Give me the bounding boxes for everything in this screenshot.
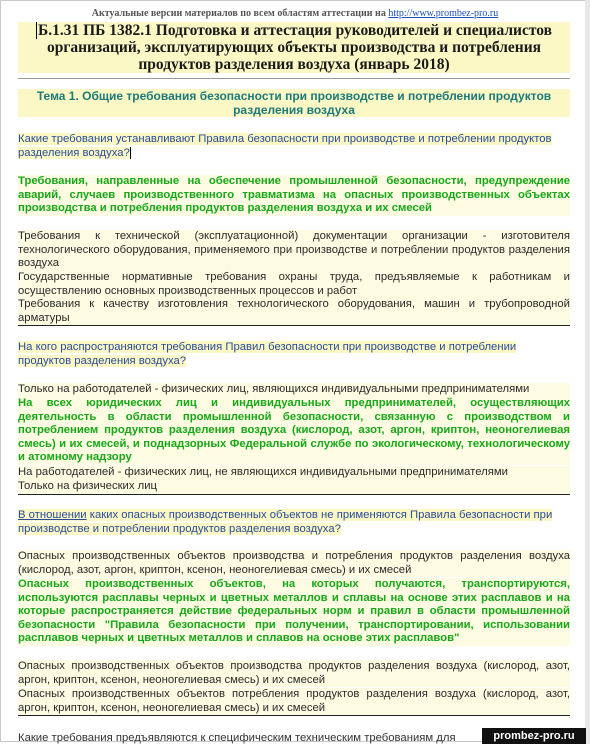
answer-2-2-correct: На всех юридических лиц и индивидуальных предпринимателей, осуществляющих деятельность в области промышленной безопасности, связанную с производством и потреблением продуктов разделения воздуха (кислород, азот, аргон, криптон, неоногелиевая смесь) и их смесей, и поднадзорных Федеральной службе по экологическому, технологическому и атомному надзору <box>18 397 570 463</box>
answer-2-4: Только на физических лиц <box>18 480 570 495</box>
header-line <box>0 8 590 19</box>
answer-3-2-correct: Опасных производственных объектов, на которых получаются, транспортируются, используются расплавы черных и цветных металлов и сплавы на основе этих расплавов и на которые распространяется действие федеральных норм и правил в области промышленной безопасности "Правила безопасности при получении, транспортировании, использовании расплавов черных и цветных металлов и сплавов на основе этих расплавов" <box>18 578 570 644</box>
answer-3-4: Опасных производственных объектов потребления продуктов разделения воздуха (кислород, азот, аргон, криптон, ксенон, неоногелиевая смесь) и их смесей <box>18 688 570 716</box>
answer-2-3: На работодателей - физических лиц, не являющихся индивидуальными предпринимателями <box>18 466 570 480</box>
answer-3-1: Опасных производственных объектов производства и потребления продуктов разделения воздуха (кислород, азот, аргон, криптон, ксенон, неоногелиевая смесь) и их смесей <box>18 550 570 576</box>
topic-heading: Тема 1. Общие требования безопасности при производстве и потреблении продуктов разделения воздуха <box>18 89 570 117</box>
header-prefix: Актуальные версии материалов по всем областям аттестации на <box>91 8 389 19</box>
question-2 <box>18 341 570 368</box>
question-3-underlined: В отношении <box>18 509 87 521</box>
site-watermark: prombez-pro.ru <box>482 728 586 744</box>
answer-1-3: Государственные нормативные требования охраны труда, предъявляемые к работникам и осуществлению основных производственных процессов и работ <box>18 271 570 297</box>
question-3 <box>18 509 570 536</box>
divider <box>18 78 570 79</box>
document-title-text: Б.1.31 ПБ 1382.1 Подготовка и аттестация руководителей и специалистов организаций, эксплуатирующих объекты производства и потребления продуктов разделения воздуха (январь 2018) <box>37 22 553 73</box>
next-question-partial: Какие требования предъявляются к специфическим техническим требованиям для <box>18 732 456 744</box>
answer-2-1: Только на работодателей - физических лиц, являющихся индивидуальными предпринимателями <box>18 383 570 397</box>
question-3-text: каких опасных производственных объектов не применяются Правила безопасности при производстве и потреблении продуктов разделения воздуха? <box>18 509 553 535</box>
answer-1-2: Требования к технической (эксплуатационной) документации организации - изготовителя технологического оборудования, применяемого при производстве и потреблении продуктов разделения воздуха <box>18 230 570 269</box>
answer-1-4: Требования к качеству изготовления технологического оборудования, машин и трубопроводной арматуры <box>18 298 570 326</box>
question-1 <box>18 133 570 160</box>
scrollbar[interactable] <box>585 0 590 744</box>
answer-1-1-correct: Требования, направленные на обеспечение промышленной безопасности, предупреждение аварий, случаев производственного травматизма на опасных производственных объектах производства и потребления продуктов разделения воздуха и их смесей <box>18 175 570 214</box>
answer-3-3: Опасных производственных объектов производства продуктов разделения воздуха (кислород, азот, аргон, криптон, ксенон, неоногелиевая смесь) и их смесей <box>18 660 570 686</box>
question-1-text: Какие требования устанавливают Правила безопасности при производстве и потреблении продуктов разделения воздуха? <box>18 133 552 159</box>
question-2-text: На кого распространяются требования Правил безопасности при производстве и потреблении продуктов разделения воздуха? <box>18 341 517 367</box>
text-cursor <box>130 147 134 159</box>
header-link[interactable]: http://www.prombez-pro.ru <box>388 8 499 19</box>
document-title <box>18 22 570 73</box>
text-cursor <box>36 22 37 39</box>
